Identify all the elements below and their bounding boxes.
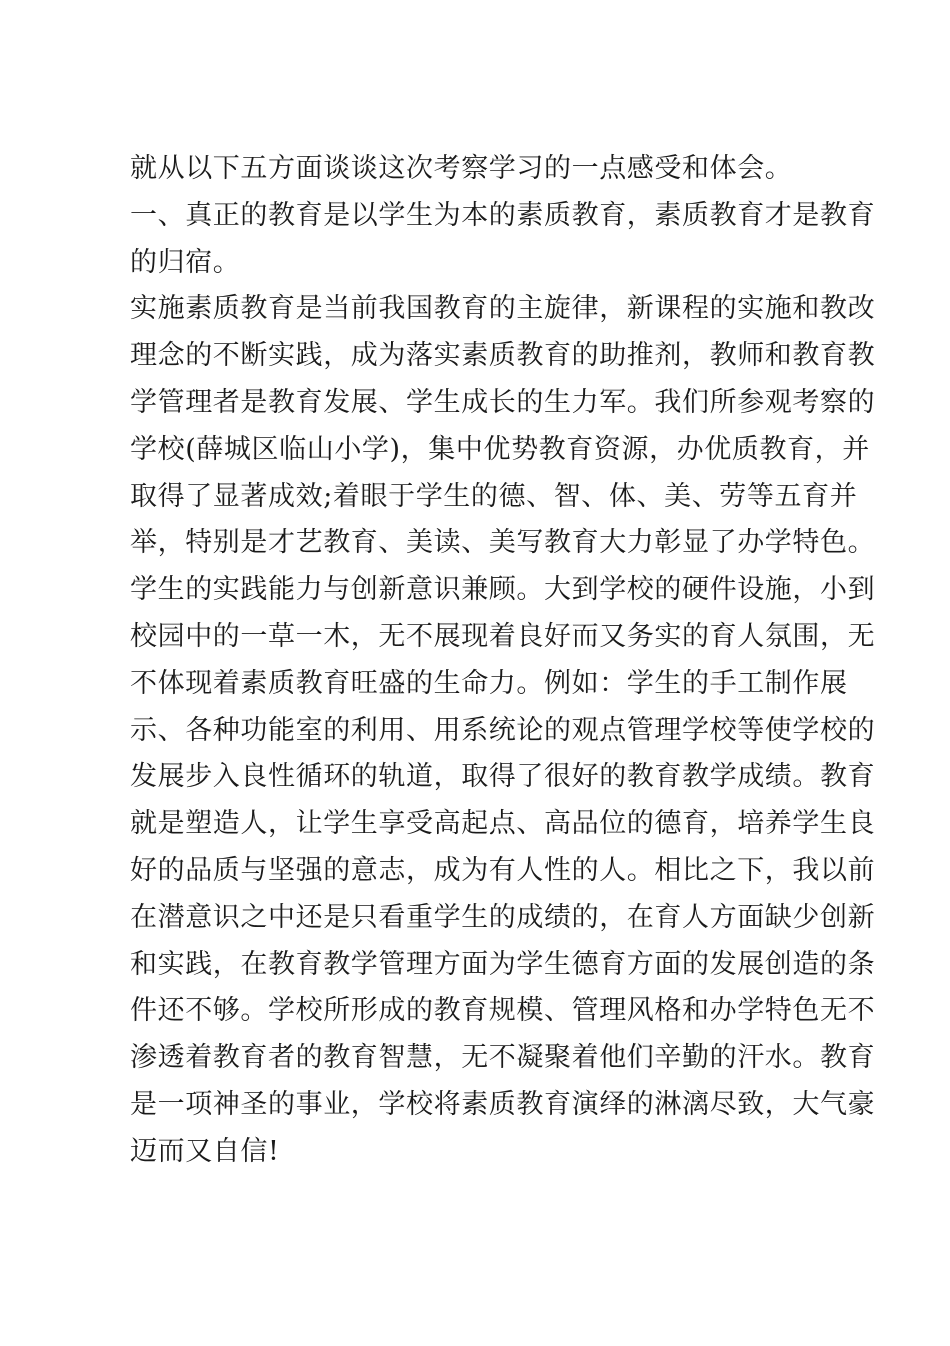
text-line: 件还不够。学校所形成的教育规模、管理风格和办学特色无不 bbox=[130, 995, 876, 1027]
text-line: 学校(薛城区临山小学)，集中优势教育资源，办优质教育，并 bbox=[130, 433, 870, 465]
text-line: 在潜意识之中还是只看重学生的成绩的，在育人方面缺少创新 bbox=[130, 901, 876, 933]
section-heading-line: 一、真正的教育是以学生为本的素质教育，素质教育才是教育 bbox=[130, 199, 876, 231]
section-heading-line: 的归宿。 bbox=[130, 246, 241, 278]
text-line: 渗透着教育者的教育智慧，无不凝聚着他们辛勤的汗水。教育 bbox=[130, 1042, 876, 1074]
text-line: 理念的不断实践，成为落实素质教育的助推剂，教师和教育教 bbox=[130, 340, 876, 372]
text-line: 不体现着素质教育旺盛的生命力。例如：学生的手工制作展 bbox=[130, 667, 848, 699]
text-line: 学生的实践能力与创新意识兼顾。大到学校的硬件设施，小到 bbox=[130, 574, 876, 606]
text-line: 校园中的一草一木，无不展现着良好而又务实的育人氛围，无 bbox=[130, 620, 876, 652]
text-line: 学管理者是教育发展、学生成长的生力军。我们所参观考察的 bbox=[130, 386, 876, 418]
text-line: 就从以下五方面谈谈这次考察学习的一点感受和体会。 bbox=[130, 153, 793, 184]
text-line: 发展步入良性循环的轨道，取得了很好的教育教学成绩。教育 bbox=[130, 761, 876, 793]
text-line: 是一项神圣的事业，学校将素质教育演绎的淋漓尽致，大气豪 bbox=[130, 1088, 876, 1120]
text-line: 迈而又自信! bbox=[130, 1135, 280, 1167]
text-line: 举，特别是才艺教育、美读、美写教育大力彰显了办学特色。 bbox=[130, 527, 876, 559]
text-line: 取得了显著成效;着眼于学生的德、智、体、美、劳等五育并 bbox=[130, 480, 858, 512]
text-line: 实施素质教育是当前我国教育的主旋律，新课程的实施和教改 bbox=[130, 293, 876, 325]
document-body bbox=[130, 146, 876, 1176]
text-line: 和实践，在教育教学管理方面为学生德育方面的发展创造的条 bbox=[130, 948, 876, 980]
text-line: 就是塑造人，让学生享受高起点、高品位的德育，培养学生良 bbox=[130, 808, 876, 840]
text-line: 好的品质与坚强的意志，成为有人性的人。相比之下，我以前 bbox=[130, 854, 876, 886]
text-line: 示、各种功能室的利用、用系统论的观点管理学校等使学校的 bbox=[130, 714, 876, 746]
